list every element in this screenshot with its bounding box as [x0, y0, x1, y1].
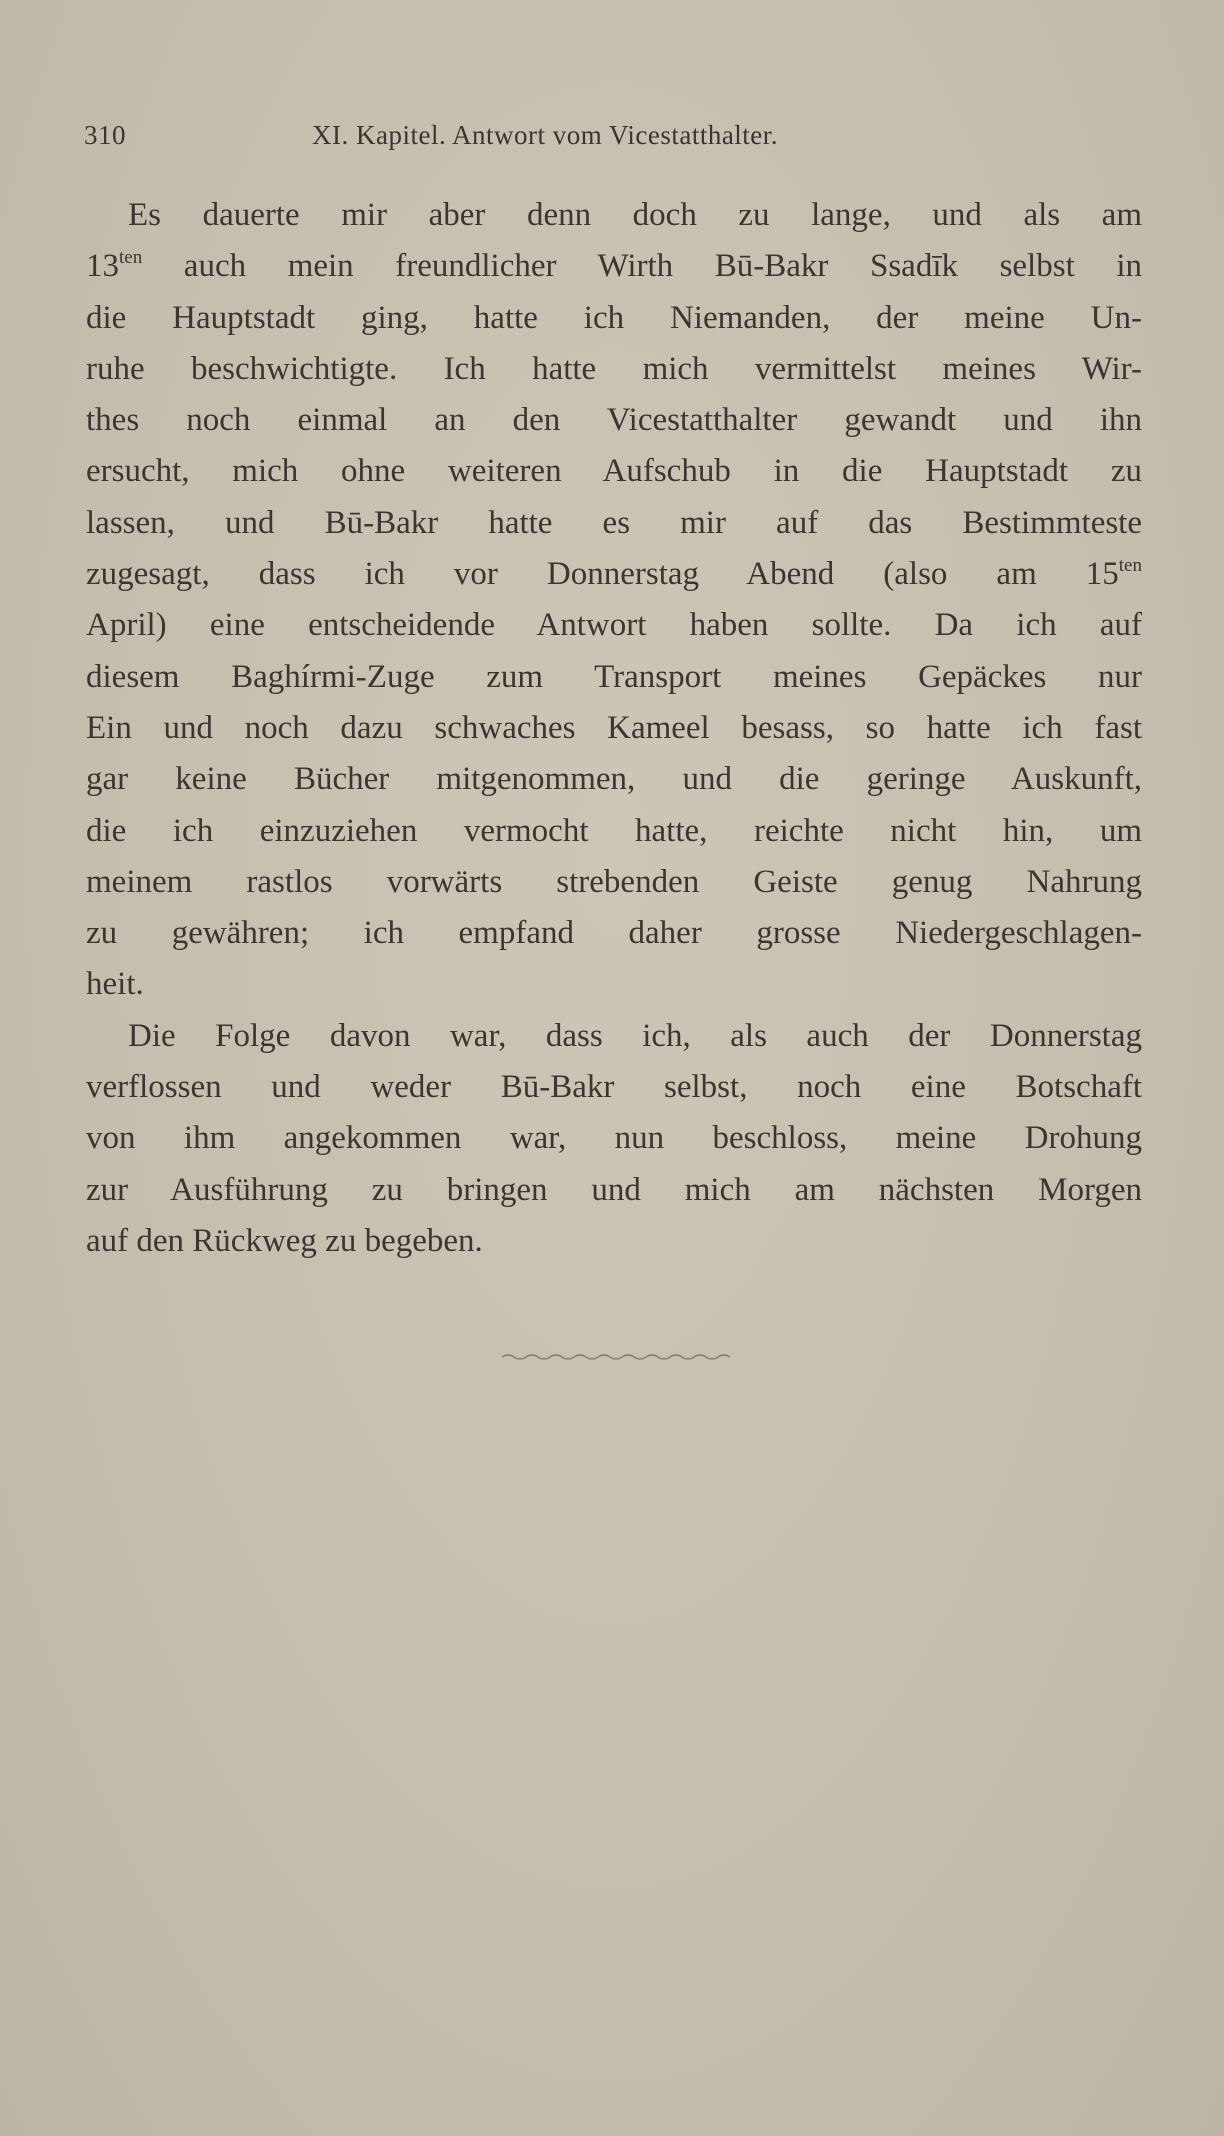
text-line: verflossen und weder Bū-Bakr selbst, noch eine Botschaft: [86, 1069, 1142, 1106]
day-number: 13: [86, 248, 119, 285]
text-line: [86, 549, 1142, 600]
text-line: meinem rastlos vorwärts strebenden Geiste genug Nahrung: [86, 863, 1142, 900]
running-title: XI. Kapitel. Antwort vom Vicestatthalter.: [312, 120, 779, 150]
text-line: zur Ausführung zu bringen und mich am nächsten Morgen: [86, 1171, 1142, 1208]
page-header: [84, 120, 1144, 160]
body-text: [86, 190, 1142, 1267]
wavy-rule-ornament-icon: [500, 1350, 740, 1364]
text-line: gar keine Bücher mitgenommen, und die geringe Auskunft,: [86, 761, 1142, 798]
text-line: heit.: [86, 966, 144, 1003]
text-line: [86, 241, 1142, 292]
text-line-start: zugesagt, dass ich vor Donnerstag Abend (also am 15: [86, 556, 1119, 593]
paragraph-1: [86, 190, 1142, 1011]
text-line: die ich einzuziehen vermocht hatte, reichte nicht hin, um: [86, 812, 1142, 849]
text-line-rest: auch mein freundlicher Wirth Bū-Bakr Ssadīk selbst in: [142, 248, 1142, 285]
text-line: ersucht, mich ohne weiteren Aufschub in die Hauptstadt zu: [86, 453, 1142, 490]
text-line: lassen, und Bū-Bakr hatte es mir auf das Bestimmteste: [86, 504, 1142, 541]
text-line: ruhe beschwichtigte. Ich hatte mich vermittelst meines Wir-: [86, 350, 1142, 387]
text-line: von ihm angekommen war, nun beschloss, meine Drohung: [86, 1120, 1142, 1157]
text-line: zu gewähren; ich empfand daher grosse Niedergeschlagen-: [86, 915, 1142, 952]
text-line: die Hauptstadt ging, hatte ich Niemanden, der meine Un-: [86, 299, 1142, 336]
page-number: 310: [84, 120, 126, 150]
text-line: April) eine entscheidende Antwort haben sollte. Da ich auf: [86, 607, 1142, 644]
text-line: Ein und noch dazu schwaches Kameel besass, so hatte ich fast: [86, 709, 1142, 746]
text-line: Die Folge davon war, dass ich, als auch der Donnerstag: [128, 1017, 1142, 1054]
text-line: auf den Rückweg zu begeben.: [86, 1222, 483, 1259]
ordinal-suffix: ten: [119, 247, 143, 269]
text-line: Es dauerte mir aber denn doch zu lange, und als am: [128, 197, 1142, 233]
paragraph-2: [86, 1011, 1142, 1267]
text-line: diesem Baghírmi-Zuge zum Transport meines Gepäckes nur: [86, 658, 1142, 695]
text-line: thes noch einmal an den Vicestatthalter gewandt und ihn: [86, 402, 1142, 439]
ordinal-suffix: ten: [1118, 555, 1142, 577]
